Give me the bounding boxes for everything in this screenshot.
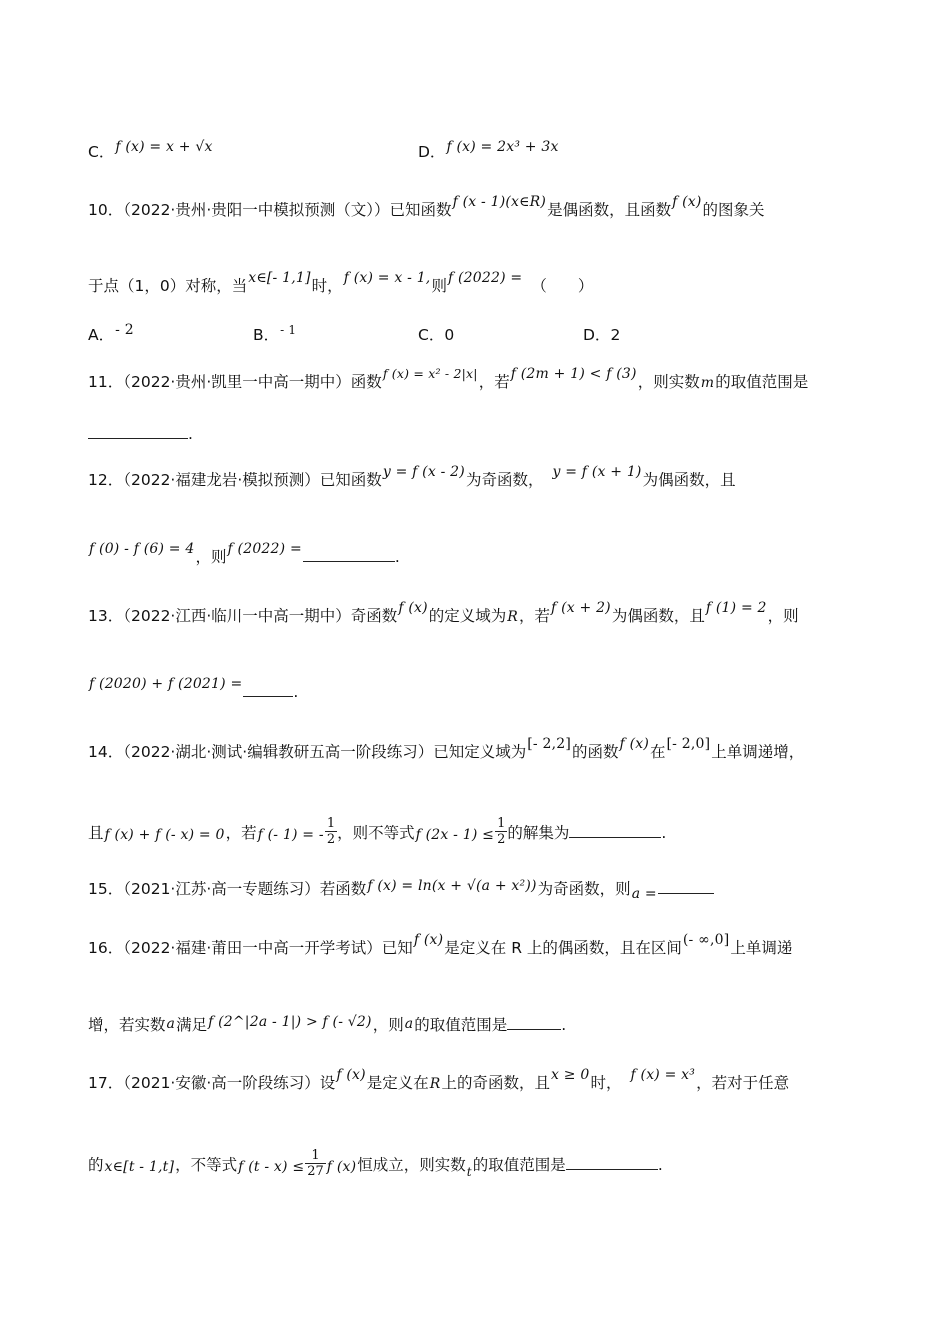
math-var: a [404, 1016, 414, 1032]
question-number: 17． [88, 1074, 124, 1092]
fraction [305, 1148, 326, 1179]
text: 恒成立，则实数 [357, 1156, 466, 1174]
question-source: （2022·江西·临川一中高一期中） [123, 607, 351, 625]
text: . [661, 824, 667, 842]
text: 则 [431, 277, 447, 295]
option-label: A． [88, 326, 115, 344]
math-expr: f (x) = x² - 2|x| [382, 366, 478, 381]
math-expr: f (1) = 2 [705, 600, 767, 616]
answer-blank[interactable] [566, 1153, 658, 1170]
question-number: 13． [88, 607, 124, 625]
math-expr: f (x) = 2x³ + 3x [446, 139, 559, 155]
text: 函数 [350, 373, 382, 391]
math-expr: [- 2,0] [666, 736, 711, 752]
math-expr: y = f (x + 1) [552, 464, 642, 480]
text: . [561, 1016, 567, 1034]
math-expr: f (2m + 1) < f (3) [510, 366, 637, 382]
text: ，则实数 [637, 373, 700, 391]
text: 上单调递增， [711, 743, 805, 761]
text: 为奇函数， [465, 471, 544, 489]
q17-line-2 [88, 1150, 663, 1181]
q10-line-2 [88, 270, 594, 297]
option-label: D． [583, 326, 611, 344]
option-label: D． [418, 143, 446, 161]
question-number: 16． [88, 939, 124, 957]
text: ，若 [478, 373, 510, 391]
math-expr: f (x) = x³ [630, 1067, 696, 1083]
text: 满足 [176, 1016, 208, 1034]
math-var: R [429, 1076, 441, 1092]
math-expr: f (x) = ln(x + √(a + x²)) [367, 878, 537, 894]
text: 增，若实数 [88, 1016, 166, 1034]
math-var: m [700, 375, 715, 391]
numerator: 1 [497, 816, 506, 831]
text: ，则不等式 [337, 824, 415, 842]
math-expr: f (2^|2a - 1|) > f (- √2) [208, 1014, 372, 1030]
text: 的定义域为 [428, 607, 507, 625]
text: ，若 [225, 824, 257, 842]
q10-option-a [88, 323, 135, 345]
math-expr: f (2x - 1) ≤ [415, 827, 495, 843]
math-expr: f (x) [398, 600, 428, 616]
text: 若函数 [319, 880, 367, 898]
option-label: B． [253, 326, 280, 344]
q17-line-1 [88, 1067, 790, 1094]
text: 的解集为 [507, 824, 570, 842]
math-expr: f (0) - f (6) = 4 [89, 541, 195, 557]
math-expr: f (x) [619, 736, 649, 752]
question-source: （2021·江苏·高一专题练习） [123, 880, 320, 898]
question-number: 11． [88, 373, 124, 391]
text: 是偶函数，且函数 [547, 201, 672, 219]
denominator: 2 [497, 832, 506, 847]
math-expr: f (x) [326, 1159, 357, 1175]
question-number: 15． [88, 880, 124, 898]
question-number: 10． [88, 201, 124, 219]
denominator: 27 [307, 1164, 324, 1179]
fraction [495, 816, 507, 847]
q14-line-1 [88, 736, 805, 763]
q9-option-d [418, 140, 560, 162]
q10-option-d [583, 323, 620, 345]
text: 的取值范围是 [472, 1156, 566, 1174]
text: 已知定义域为 [433, 743, 527, 761]
question-number: 12． [88, 471, 124, 489]
text: 的图象关 [702, 201, 765, 219]
option-value: - 2 [115, 322, 134, 338]
option-label: C． [418, 326, 445, 344]
math-expr: x ≥ 0 [551, 1067, 590, 1083]
text: 的取值范围是 [414, 1016, 508, 1034]
text: . [657, 1156, 663, 1174]
q11-line-1 [88, 366, 809, 393]
option-label: C． [88, 143, 115, 161]
answer-blank[interactable] [507, 1013, 561, 1030]
math-expr: f (2022) = [227, 541, 302, 557]
math-var: a [166, 1016, 176, 1032]
question-number: 14． [88, 743, 124, 761]
text: 的 [88, 1156, 104, 1174]
text: 已知函数 [389, 201, 452, 219]
text: 的取值范围是 [715, 373, 809, 391]
text: . [394, 548, 400, 566]
question-source: （2022·贵州·贵阳一中模拟预测（文）） [123, 201, 390, 219]
q12-line-1 [88, 464, 736, 491]
q10-line-1 [88, 194, 765, 221]
option-value: - 1 [280, 323, 297, 337]
math-expr: f (x - 1)(x∈R) [452, 194, 547, 210]
q13-line-1 [88, 600, 799, 627]
text: 是定义在 [366, 1074, 429, 1092]
math-expr: f (x) = x + √x [115, 139, 213, 155]
text: 上的奇函数，且 [441, 1074, 551, 1092]
question-source: （2022·福建龙岩·模拟预测） [123, 471, 320, 489]
text: 是定义在 R 上的偶函数，且在区间 [444, 939, 682, 957]
text: ，不等式 [175, 1156, 238, 1174]
math-expr: f (x) [336, 1067, 366, 1083]
q15-line-1 [88, 877, 714, 900]
math-expr: (- ∞,0] [682, 932, 730, 948]
math-expr: x∈[- 1,1] [248, 270, 311, 286]
math-expr: f (x + 2) [551, 600, 611, 616]
answer-blank[interactable] [569, 821, 661, 838]
text: ，若 [519, 607, 551, 625]
text: 于点（1，0）对称，当 [88, 277, 248, 295]
question-source: （2021·安徽·高一阶段练习） [123, 1074, 320, 1092]
math-var: R [507, 609, 519, 625]
fraction [325, 816, 337, 847]
text: . [188, 425, 193, 443]
text: 时， [311, 277, 343, 295]
math-expr: f (x) [413, 932, 444, 948]
q16-line-2 [88, 1013, 566, 1036]
question-source: （2022·福建·莆田一中高一开学考试） [123, 939, 382, 957]
text: 上单调递 [730, 939, 793, 957]
q16-line-1 [88, 932, 793, 959]
question-source: （2022·湖北·测试·编辑教研五高一阶段练习） [123, 743, 434, 761]
text: 设 [319, 1074, 336, 1092]
math-expr: a = [631, 886, 657, 902]
text: ，则 [195, 548, 227, 566]
math-expr: f (x) + f (- x) = 0 [104, 827, 225, 843]
text: 奇函数 [350, 607, 398, 625]
q13-line-2 [88, 676, 299, 703]
option-value: 2 [610, 326, 621, 344]
math-expr: y = f (x - 2) [382, 464, 465, 480]
text: ，若对于任意 [696, 1074, 790, 1092]
text: 的函数 [572, 743, 619, 761]
answer-blank[interactable] [658, 877, 714, 894]
text: 已知函数 [319, 471, 382, 489]
answer-blank[interactable] [303, 545, 395, 562]
text: 为奇函数，则 [537, 880, 631, 898]
math-expr: f (2022) = [447, 270, 523, 286]
math-expr: f (x) [672, 194, 702, 210]
text: 在 [649, 743, 666, 761]
q10-option-c [418, 323, 454, 345]
math-expr: x∈[t - 1,t] [104, 1159, 175, 1175]
denominator: 2 [326, 832, 336, 847]
q9-option-c [88, 140, 214, 162]
option-value: 0 [444, 326, 455, 344]
text: . [293, 683, 299, 701]
math-expr: f (x) = x - 1, [343, 270, 431, 286]
q10-option-b [253, 323, 297, 345]
numerator: 1 [305, 1148, 326, 1164]
math-expr: [- 2,2] [527, 736, 572, 752]
q14-line-2 [88, 818, 666, 849]
math-expr: f (- 1) = - [257, 827, 324, 843]
math-expr: f (t - x) ≤ [238, 1159, 305, 1175]
math-var: t [466, 1165, 472, 1179]
question-source: （2022·贵州·凯里一中高一期中） [123, 373, 351, 391]
math-expr: f (2020) + f (2021) = [89, 676, 243, 692]
answer-parens: （ ） [531, 277, 594, 295]
text: 为偶函数，且 [611, 607, 705, 625]
text: 为偶函数，且 [642, 471, 736, 489]
q12-line-2 [88, 541, 400, 568]
text: 且 [88, 824, 104, 842]
answer-blank[interactable] [88, 422, 188, 439]
text: 已知 [381, 939, 413, 957]
text: 时， [590, 1074, 622, 1092]
answer-blank[interactable] [243, 680, 293, 697]
numerator: 1 [326, 816, 336, 831]
text: ，则 [767, 607, 799, 625]
text: ，则 [372, 1016, 404, 1034]
q11-line-2 [88, 422, 193, 444]
